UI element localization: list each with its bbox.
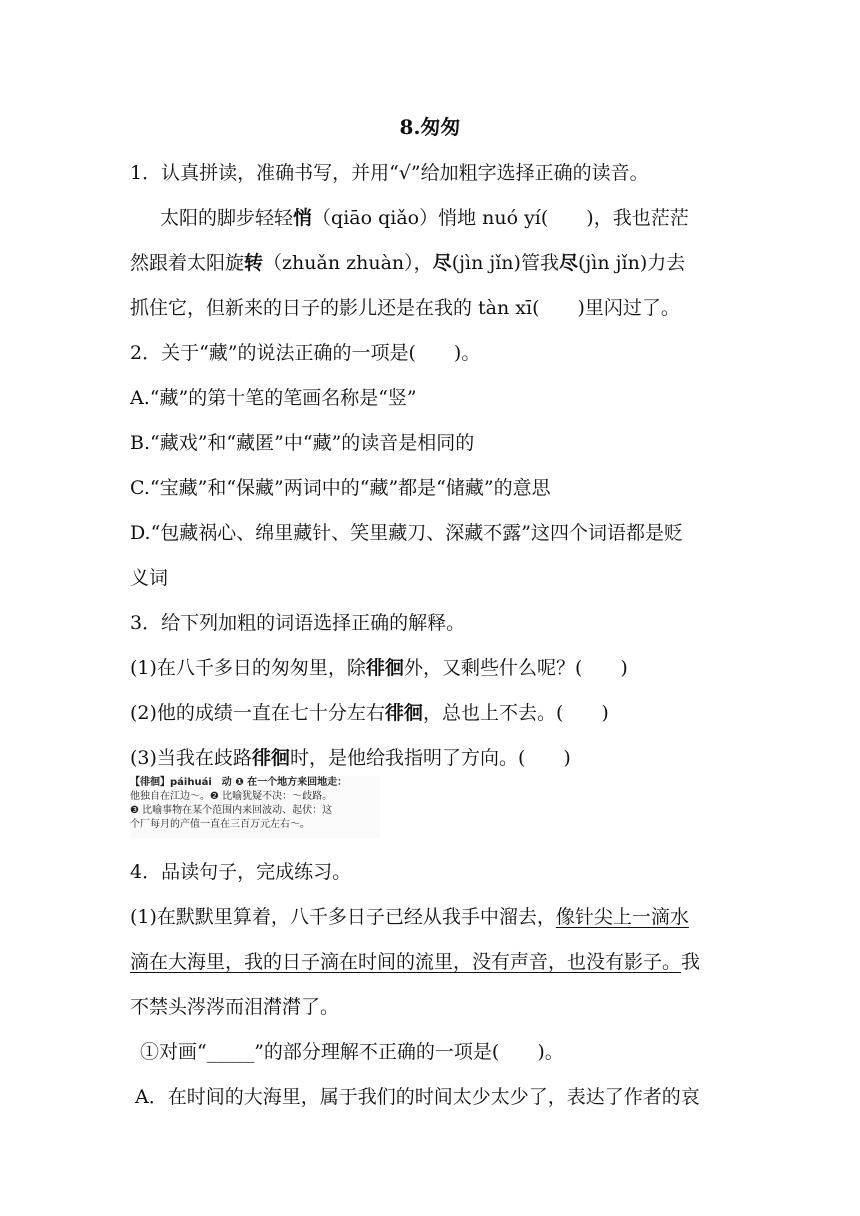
- q4-passage-line-3: 不禁头涔涔而泪潸潸了。: [130, 996, 340, 1018]
- q4-sub-question-1: ①对画“_____”的部分理解不正确的一项是( )。: [140, 1041, 564, 1063]
- text-span: (jìn jǐn)力去: [577, 252, 686, 274]
- q4-passage-line-2: [130, 950, 735, 974]
- q2-stem: 2．关于“藏”的说法正确的一项是( )。: [130, 342, 481, 364]
- q3-sentence-3: [130, 746, 735, 770]
- text-span: 然跟着太阳旋: [130, 252, 245, 274]
- dict-line-3: ❸ 比喻事物在某个范围内来回波动、起伏：这: [130, 805, 333, 816]
- q4-option-a: A．在时间的大海里，属于我们的时间太少太少了，表达了作者的哀: [135, 1086, 700, 1108]
- bold-char: 尽: [432, 252, 452, 274]
- text-span: (2)他的成绩一直在七十分左右: [130, 702, 385, 724]
- dict-line-1: 【徘徊】páihuái 动 ❶ 在一个地方来回地走：: [130, 777, 348, 788]
- q2-option-d-line-2: 义词: [130, 567, 169, 589]
- q2-option-d-line-1: D.“包藏祸心、绵里藏针、笑里藏刀、深藏不露”这四个词语都是贬: [130, 522, 684, 544]
- q2-option-c: C.“宝藏”和“保藏”两词中的“藏”都是“储藏”的意思: [130, 477, 551, 499]
- dict-line-2: 他独自在江边～。❷ 比喻犹疑不决：～歧路。: [130, 791, 333, 802]
- q1-stem: 1．认真拼读，准确书写，并用“√”给加粗字选择正确的读音。: [130, 162, 649, 184]
- underlined-text: 滴在大海里，我的日子滴在时间的流里，没有声音，也没有影子。: [130, 951, 682, 973]
- text-span: （zhuǎn zhuàn），: [263, 252, 433, 274]
- q2-option-b: B.“藏戏”和“藏匿”中“藏”的读音是相同的: [130, 432, 475, 454]
- text-span: (jìn jǐn)管我: [451, 252, 559, 274]
- underlined-text: 像针尖上一滴水: [555, 906, 689, 928]
- q1-passage-line-1: [160, 206, 765, 230]
- text-span: (1)在默默里算着，八千多日子已经从我手中溜去，: [130, 906, 556, 928]
- bold-word: 徘徊: [384, 702, 423, 724]
- text-span: 时，是他给我指明了方向。( ): [289, 747, 571, 769]
- text-span: (3)当我在歧路: [130, 747, 252, 769]
- text-span: （qiāo qiǎo）悄地 nuó yí( )，我也茫茫: [312, 207, 689, 229]
- q2-option-a: A.“藏”的第十笔的笔画名称是“竖”: [130, 387, 417, 409]
- text-span: 外，又剩些什么呢？( ): [403, 657, 628, 679]
- bold-char: 转: [244, 252, 264, 274]
- q1-passage-line-2: [130, 251, 735, 275]
- bold-char: 尽: [558, 252, 578, 274]
- bold-char: 悄: [293, 207, 313, 229]
- q4-stem: 4．品读句子，完成练习。: [130, 861, 352, 883]
- q3-sentence-2: [130, 701, 735, 725]
- q3-sentence-1: [130, 656, 735, 680]
- q3-stem: 3．给下列加粗的词语选择正确的解释。: [130, 612, 466, 634]
- bold-word: 徘徊: [365, 657, 404, 679]
- q1-passage-line-3: 抓住它，但新来的日子的影儿还是在我的 tàn xī( )里闪过了。: [130, 297, 680, 319]
- text-span: (1)在八千多日的匆匆里，除: [130, 657, 366, 679]
- q4-passage-line-1: [130, 905, 735, 929]
- text-span: 我: [681, 951, 701, 973]
- dictionary-entry-image: [130, 776, 380, 838]
- text-span: 太阳的脚步轻轻: [160, 207, 294, 229]
- text-span: ，总也上不去。( ): [422, 702, 609, 724]
- page-title: 8.匆匆: [399, 115, 461, 139]
- dict-line-4: 个厂每月的产值一直在三百万元左右～。: [130, 819, 310, 830]
- bold-word: 徘徊: [251, 747, 290, 769]
